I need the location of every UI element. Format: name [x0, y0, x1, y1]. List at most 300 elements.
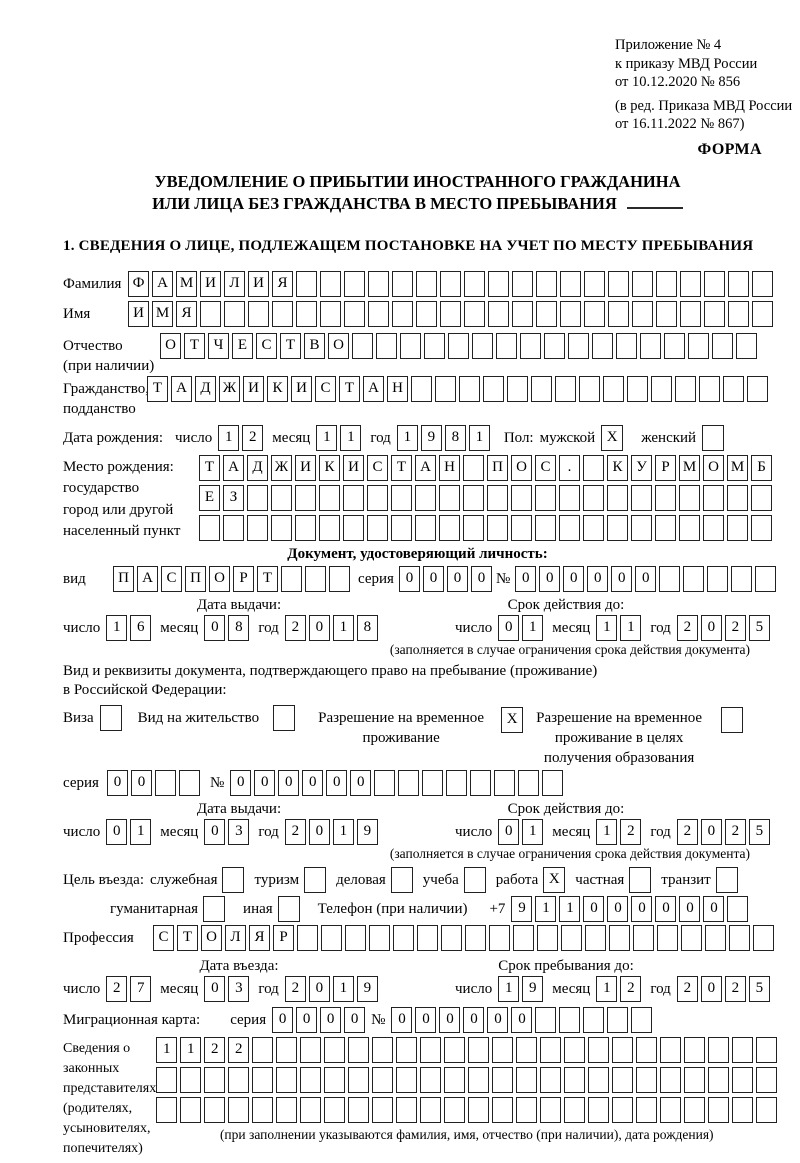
char-cell[interactable]: 2	[204, 1037, 225, 1063]
entry-day-cells[interactable]	[106, 976, 151, 1002]
char-cell[interactable]: 0	[679, 896, 700, 922]
char-cell[interactable]: А	[152, 271, 173, 297]
char-cell[interactable]	[559, 515, 580, 541]
char-cell[interactable]	[492, 1067, 513, 1093]
char-cell[interactable]	[540, 1097, 561, 1123]
char-cell[interactable]: 0	[106, 819, 127, 845]
char-cell[interactable]: С	[315, 376, 336, 402]
char-cell[interactable]	[660, 1067, 681, 1093]
char-cell[interactable]: С	[153, 925, 174, 951]
char-cell[interactable]: Е	[199, 485, 220, 511]
char-cell[interactable]	[319, 515, 340, 541]
char-cell[interactable]	[374, 770, 395, 796]
char-cell[interactable]	[657, 925, 678, 951]
char-cell[interactable]: Е	[232, 333, 253, 359]
char-cell[interactable]	[511, 515, 532, 541]
char-cell[interactable]	[248, 301, 269, 327]
char-cell[interactable]: 0	[309, 819, 330, 845]
legal-cells-row2[interactable]	[156, 1067, 777, 1093]
char-cell[interactable]	[343, 515, 364, 541]
char-cell[interactable]: 0	[131, 770, 152, 796]
char-cell[interactable]	[537, 925, 558, 951]
char-cell[interactable]: 0	[587, 566, 608, 592]
char-cell[interactable]: 9	[421, 425, 442, 451]
char-cell[interactable]	[588, 1037, 609, 1063]
char-cell[interactable]	[368, 301, 389, 327]
char-cell[interactable]	[609, 925, 630, 951]
char-cell[interactable]: М	[679, 455, 700, 481]
char-cell[interactable]	[391, 515, 412, 541]
char-cell[interactable]	[468, 1067, 489, 1093]
permit-series-cells[interactable]	[107, 770, 200, 796]
char-cell[interactable]: 9	[357, 819, 378, 845]
char-cell[interactable]	[393, 925, 414, 951]
char-cell[interactable]	[416, 271, 437, 297]
char-cell[interactable]: 2	[106, 976, 127, 1002]
char-cell[interactable]: 0	[471, 566, 492, 592]
char-cell[interactable]	[252, 1097, 273, 1123]
char-cell[interactable]: Ф	[128, 271, 149, 297]
char-cell[interactable]: 1	[316, 425, 337, 451]
permit-issue-year-cells[interactable]	[285, 819, 378, 845]
char-cell[interactable]	[560, 271, 581, 297]
char-cell[interactable]	[583, 455, 604, 481]
char-cell[interactable]	[540, 1067, 561, 1093]
char-cell[interactable]: 0	[204, 615, 225, 641]
char-cell[interactable]: 9	[511, 896, 532, 922]
char-cell[interactable]	[392, 301, 413, 327]
char-cell[interactable]	[616, 333, 637, 359]
char-cell[interactable]: С	[161, 566, 182, 592]
char-cell[interactable]: 1	[340, 425, 361, 451]
char-cell[interactable]	[631, 1007, 652, 1033]
char-cell[interactable]	[440, 271, 461, 297]
doc-issue-month-cells[interactable]	[204, 615, 249, 641]
char-cell[interactable]: 2	[228, 1037, 249, 1063]
char-cell[interactable]	[612, 1037, 633, 1063]
char-cell[interactable]: 1	[106, 615, 127, 641]
char-cell[interactable]	[712, 333, 733, 359]
char-cell[interactable]: 0	[539, 566, 560, 592]
char-cell[interactable]	[679, 515, 700, 541]
char-cell[interactable]: 0	[655, 896, 676, 922]
char-cell[interactable]	[228, 1067, 249, 1093]
char-cell[interactable]: 8	[445, 425, 466, 451]
char-cell[interactable]	[463, 485, 484, 511]
char-cell[interactable]	[632, 271, 653, 297]
char-cell[interactable]: 0	[309, 976, 330, 1002]
char-cell[interactable]	[536, 301, 557, 327]
temporary-residence-checkbox[interactable]: X	[501, 707, 523, 733]
char-cell[interactable]: 1	[620, 615, 641, 641]
char-cell[interactable]	[464, 301, 485, 327]
entry-year-cells[interactable]	[285, 976, 378, 1002]
char-cell[interactable]: С	[367, 455, 388, 481]
char-cell[interactable]	[564, 1037, 585, 1063]
char-cell[interactable]	[727, 896, 748, 922]
char-cell[interactable]: 0	[701, 615, 722, 641]
char-cell[interactable]	[756, 1067, 777, 1093]
entry-month-cells[interactable]	[204, 976, 249, 1002]
char-cell[interactable]	[583, 485, 604, 511]
char-cell[interactable]: М	[152, 301, 173, 327]
char-cell[interactable]	[688, 333, 709, 359]
char-cell[interactable]: Я	[176, 301, 197, 327]
char-cell[interactable]: И	[291, 376, 312, 402]
char-cell[interactable]: Б	[751, 455, 772, 481]
char-cell[interactable]	[156, 1097, 177, 1123]
patronymic-cells[interactable]	[160, 333, 757, 359]
surname-cells[interactable]	[128, 271, 773, 297]
char-cell[interactable]	[320, 301, 341, 327]
char-cell[interactable]: 0	[107, 770, 128, 796]
char-cell[interactable]	[592, 333, 613, 359]
char-cell[interactable]	[420, 1067, 441, 1093]
char-cell[interactable]: 3	[228, 976, 249, 1002]
char-cell[interactable]	[204, 1097, 225, 1123]
char-cell[interactable]: 5	[749, 976, 770, 1002]
permit-expiry-year-cells[interactable]	[677, 819, 770, 845]
char-cell[interactable]	[612, 1067, 633, 1093]
char-cell[interactable]	[747, 376, 768, 402]
char-cell[interactable]: У	[631, 455, 652, 481]
char-cell[interactable]: Т	[177, 925, 198, 951]
char-cell[interactable]: 2	[620, 976, 641, 1002]
char-cell[interactable]: И	[248, 271, 269, 297]
char-cell[interactable]	[459, 376, 480, 402]
char-cell[interactable]	[731, 566, 752, 592]
char-cell[interactable]: Н	[387, 376, 408, 402]
char-cell[interactable]	[276, 1097, 297, 1123]
char-cell[interactable]: Л	[224, 271, 245, 297]
char-cell[interactable]: Т	[257, 566, 278, 592]
char-cell[interactable]	[417, 925, 438, 951]
char-cell[interactable]	[439, 515, 460, 541]
char-cell[interactable]	[180, 1097, 201, 1123]
char-cell[interactable]: И	[295, 455, 316, 481]
char-cell[interactable]: О	[328, 333, 349, 359]
purpose-tourism-checkbox[interactable]	[304, 867, 326, 893]
char-cell[interactable]	[708, 1097, 729, 1123]
char-cell[interactable]	[463, 455, 484, 481]
char-cell[interactable]	[752, 271, 773, 297]
char-cell[interactable]	[468, 1097, 489, 1123]
char-cell[interactable]	[607, 485, 628, 511]
sex-female-checkbox[interactable]	[702, 425, 724, 451]
char-cell[interactable]	[368, 271, 389, 297]
char-cell[interactable]	[755, 566, 776, 592]
char-cell[interactable]: 2	[620, 819, 641, 845]
char-cell[interactable]: 1	[596, 615, 617, 641]
char-cell[interactable]: 2	[285, 819, 306, 845]
char-cell[interactable]	[369, 925, 390, 951]
char-cell[interactable]	[424, 333, 445, 359]
char-cell[interactable]	[204, 1067, 225, 1093]
sex-male-checkbox[interactable]: X	[601, 425, 623, 451]
char-cell[interactable]	[300, 1067, 321, 1093]
char-cell[interactable]: Ж	[271, 455, 292, 481]
char-cell[interactable]	[435, 376, 456, 402]
char-cell[interactable]	[684, 1097, 705, 1123]
char-cell[interactable]	[732, 1097, 753, 1123]
char-cell[interactable]: М	[176, 271, 197, 297]
char-cell[interactable]	[329, 566, 350, 592]
char-cell[interactable]	[396, 1097, 417, 1123]
char-cell[interactable]	[297, 925, 318, 951]
char-cell[interactable]: 2	[725, 976, 746, 1002]
char-cell[interactable]: 0	[515, 566, 536, 592]
char-cell[interactable]	[512, 301, 533, 327]
char-cell[interactable]	[681, 925, 702, 951]
char-cell[interactable]	[516, 1097, 537, 1123]
char-cell[interactable]	[348, 1067, 369, 1093]
char-cell[interactable]	[252, 1037, 273, 1063]
char-cell[interactable]	[300, 1037, 321, 1063]
char-cell[interactable]	[180, 1067, 201, 1093]
char-cell[interactable]: 1	[535, 896, 556, 922]
char-cell[interactable]	[579, 376, 600, 402]
char-cell[interactable]: А	[171, 376, 192, 402]
char-cell[interactable]	[444, 1067, 465, 1093]
char-cell[interactable]: К	[607, 455, 628, 481]
residence-permit-checkbox[interactable]	[273, 705, 295, 731]
char-cell[interactable]	[488, 271, 509, 297]
char-cell[interactable]	[372, 1067, 393, 1093]
char-cell[interactable]	[751, 515, 772, 541]
char-cell[interactable]	[295, 515, 316, 541]
char-cell[interactable]	[680, 301, 701, 327]
char-cell[interactable]	[727, 485, 748, 511]
char-cell[interactable]	[296, 271, 317, 297]
char-cell[interactable]	[612, 1097, 633, 1123]
char-cell[interactable]: Т	[280, 333, 301, 359]
char-cell[interactable]: И	[343, 455, 364, 481]
char-cell[interactable]	[660, 1037, 681, 1063]
char-cell[interactable]	[633, 925, 654, 951]
char-cell[interactable]	[228, 1097, 249, 1123]
char-cell[interactable]	[320, 271, 341, 297]
char-cell[interactable]: Р	[655, 455, 676, 481]
char-cell[interactable]	[555, 376, 576, 402]
char-cell[interactable]	[632, 301, 653, 327]
char-cell[interactable]	[705, 925, 726, 951]
char-cell[interactable]	[664, 333, 685, 359]
char-cell[interactable]	[468, 1037, 489, 1063]
migration-series-cells[interactable]	[272, 1007, 365, 1033]
char-cell[interactable]	[470, 770, 491, 796]
char-cell[interactable]: П	[113, 566, 134, 592]
purpose-private-checkbox[interactable]	[629, 867, 651, 893]
char-cell[interactable]	[513, 925, 534, 951]
char-cell[interactable]: 0	[204, 976, 225, 1002]
char-cell[interactable]: А	[363, 376, 384, 402]
char-cell[interactable]: П	[185, 566, 206, 592]
char-cell[interactable]: 0	[278, 770, 299, 796]
char-cell[interactable]	[223, 515, 244, 541]
birth-month-cells[interactable]	[316, 425, 361, 451]
char-cell[interactable]	[559, 1007, 580, 1033]
char-cell[interactable]	[656, 301, 677, 327]
char-cell[interactable]	[531, 376, 552, 402]
char-cell[interactable]	[367, 485, 388, 511]
char-cell[interactable]	[728, 271, 749, 297]
char-cell[interactable]	[736, 333, 757, 359]
char-cell[interactable]	[319, 485, 340, 511]
char-cell[interactable]	[683, 566, 704, 592]
purpose-humanitarian-checkbox[interactable]	[203, 896, 225, 922]
char-cell[interactable]	[584, 301, 605, 327]
permit-expiry-day-cells[interactable]	[498, 819, 543, 845]
char-cell[interactable]: 0	[498, 819, 519, 845]
char-cell[interactable]	[518, 770, 539, 796]
char-cell[interactable]	[155, 770, 176, 796]
char-cell[interactable]: 1	[218, 425, 239, 451]
char-cell[interactable]	[496, 333, 517, 359]
char-cell[interactable]	[464, 271, 485, 297]
char-cell[interactable]: 0	[701, 819, 722, 845]
char-cell[interactable]	[540, 1037, 561, 1063]
char-cell[interactable]: 0	[254, 770, 275, 796]
char-cell[interactable]	[276, 1037, 297, 1063]
char-cell[interactable]	[392, 271, 413, 297]
char-cell[interactable]: А	[137, 566, 158, 592]
char-cell[interactable]	[607, 1007, 628, 1033]
char-cell[interactable]	[420, 1037, 441, 1063]
char-cell[interactable]	[752, 301, 773, 327]
char-cell[interactable]	[640, 333, 661, 359]
char-cell[interactable]	[472, 333, 493, 359]
char-cell[interactable]	[703, 515, 724, 541]
char-cell[interactable]: 1	[333, 615, 354, 641]
char-cell[interactable]: 0	[439, 1007, 460, 1033]
char-cell[interactable]: Т	[147, 376, 168, 402]
char-cell[interactable]: Т	[199, 455, 220, 481]
char-cell[interactable]: О	[703, 455, 724, 481]
char-cell[interactable]	[465, 925, 486, 951]
char-cell[interactable]: 0	[463, 1007, 484, 1033]
char-cell[interactable]	[655, 485, 676, 511]
stay-day-cells[interactable]	[498, 976, 543, 1002]
char-cell[interactable]	[487, 485, 508, 511]
visa-checkbox[interactable]	[100, 705, 122, 731]
char-cell[interactable]	[272, 301, 293, 327]
char-cell[interactable]	[372, 1097, 393, 1123]
purpose-study-checkbox[interactable]	[464, 867, 486, 893]
char-cell[interactable]	[753, 925, 774, 951]
char-cell[interactable]	[324, 1067, 345, 1093]
char-cell[interactable]	[655, 515, 676, 541]
char-cell[interactable]	[487, 515, 508, 541]
char-cell[interactable]	[441, 925, 462, 951]
char-cell[interactable]: Т	[184, 333, 205, 359]
char-cell[interactable]: 0	[302, 770, 323, 796]
char-cell[interactable]: Ч	[208, 333, 229, 359]
char-cell[interactable]: 0	[447, 566, 468, 592]
char-cell[interactable]	[679, 485, 700, 511]
char-cell[interactable]: .	[559, 455, 580, 481]
char-cell[interactable]	[372, 1037, 393, 1063]
char-cell[interactable]	[559, 485, 580, 511]
char-cell[interactable]	[651, 376, 672, 402]
char-cell[interactable]	[281, 566, 302, 592]
char-cell[interactable]: 1	[596, 819, 617, 845]
char-cell[interactable]: Л	[225, 925, 246, 951]
char-cell[interactable]	[631, 485, 652, 511]
stay-year-cells[interactable]	[677, 976, 770, 1002]
char-cell[interactable]: П	[487, 455, 508, 481]
char-cell[interactable]: Я	[249, 925, 270, 951]
char-cell[interactable]: 0	[635, 566, 656, 592]
char-cell[interactable]	[439, 485, 460, 511]
char-cell[interactable]	[252, 1067, 273, 1093]
char-cell[interactable]: 3	[228, 819, 249, 845]
char-cell[interactable]	[321, 925, 342, 951]
char-cell[interactable]	[507, 376, 528, 402]
char-cell[interactable]	[416, 301, 437, 327]
char-cell[interactable]	[627, 376, 648, 402]
char-cell[interactable]: 7	[130, 976, 151, 1002]
purpose-official-checkbox[interactable]	[222, 867, 244, 893]
char-cell[interactable]: 6	[130, 615, 151, 641]
char-cell[interactable]: Д	[247, 455, 268, 481]
temporary-residence-education-checkbox[interactable]	[721, 707, 743, 733]
doc-expiry-month-cells[interactable]	[596, 615, 641, 641]
char-cell[interactable]	[396, 1067, 417, 1093]
char-cell[interactable]	[348, 1097, 369, 1123]
char-cell[interactable]: 2	[285, 976, 306, 1002]
char-cell[interactable]	[608, 271, 629, 297]
char-cell[interactable]	[588, 1067, 609, 1093]
char-cell[interactable]	[585, 925, 606, 951]
char-cell[interactable]	[727, 515, 748, 541]
char-cell[interactable]	[516, 1037, 537, 1063]
char-cell[interactable]	[271, 485, 292, 511]
char-cell[interactable]	[224, 301, 245, 327]
char-cell[interactable]: Р	[273, 925, 294, 951]
char-cell[interactable]	[444, 1037, 465, 1063]
char-cell[interactable]	[391, 485, 412, 511]
char-cell[interactable]	[400, 333, 421, 359]
char-cell[interactable]	[343, 485, 364, 511]
char-cell[interactable]	[607, 515, 628, 541]
char-cell[interactable]	[659, 566, 680, 592]
char-cell[interactable]	[544, 333, 565, 359]
char-cell[interactable]	[535, 1007, 556, 1033]
char-cell[interactable]	[247, 515, 268, 541]
char-cell[interactable]	[324, 1097, 345, 1123]
char-cell[interactable]	[415, 515, 436, 541]
char-cell[interactable]	[732, 1037, 753, 1063]
char-cell[interactable]: З	[223, 485, 244, 511]
char-cell[interactable]	[636, 1037, 657, 1063]
char-cell[interactable]	[732, 1067, 753, 1093]
doc-series-cells[interactable]	[399, 566, 492, 592]
char-cell[interactable]	[631, 515, 652, 541]
migration-number-cells[interactable]	[391, 1007, 652, 1033]
char-cell[interactable]: Н	[439, 455, 460, 481]
char-cell[interactable]	[588, 1097, 609, 1123]
permit-issue-month-cells[interactable]	[204, 819, 249, 845]
char-cell[interactable]: 0	[487, 1007, 508, 1033]
char-cell[interactable]	[728, 301, 749, 327]
legal-cells-row3[interactable]	[156, 1097, 777, 1123]
char-cell[interactable]: В	[304, 333, 325, 359]
citizenship-cells[interactable]	[147, 376, 768, 402]
char-cell[interactable]	[271, 515, 292, 541]
char-cell[interactable]: 1	[130, 819, 151, 845]
char-cell[interactable]	[583, 1007, 604, 1033]
doc-number-cells[interactable]	[515, 566, 776, 592]
